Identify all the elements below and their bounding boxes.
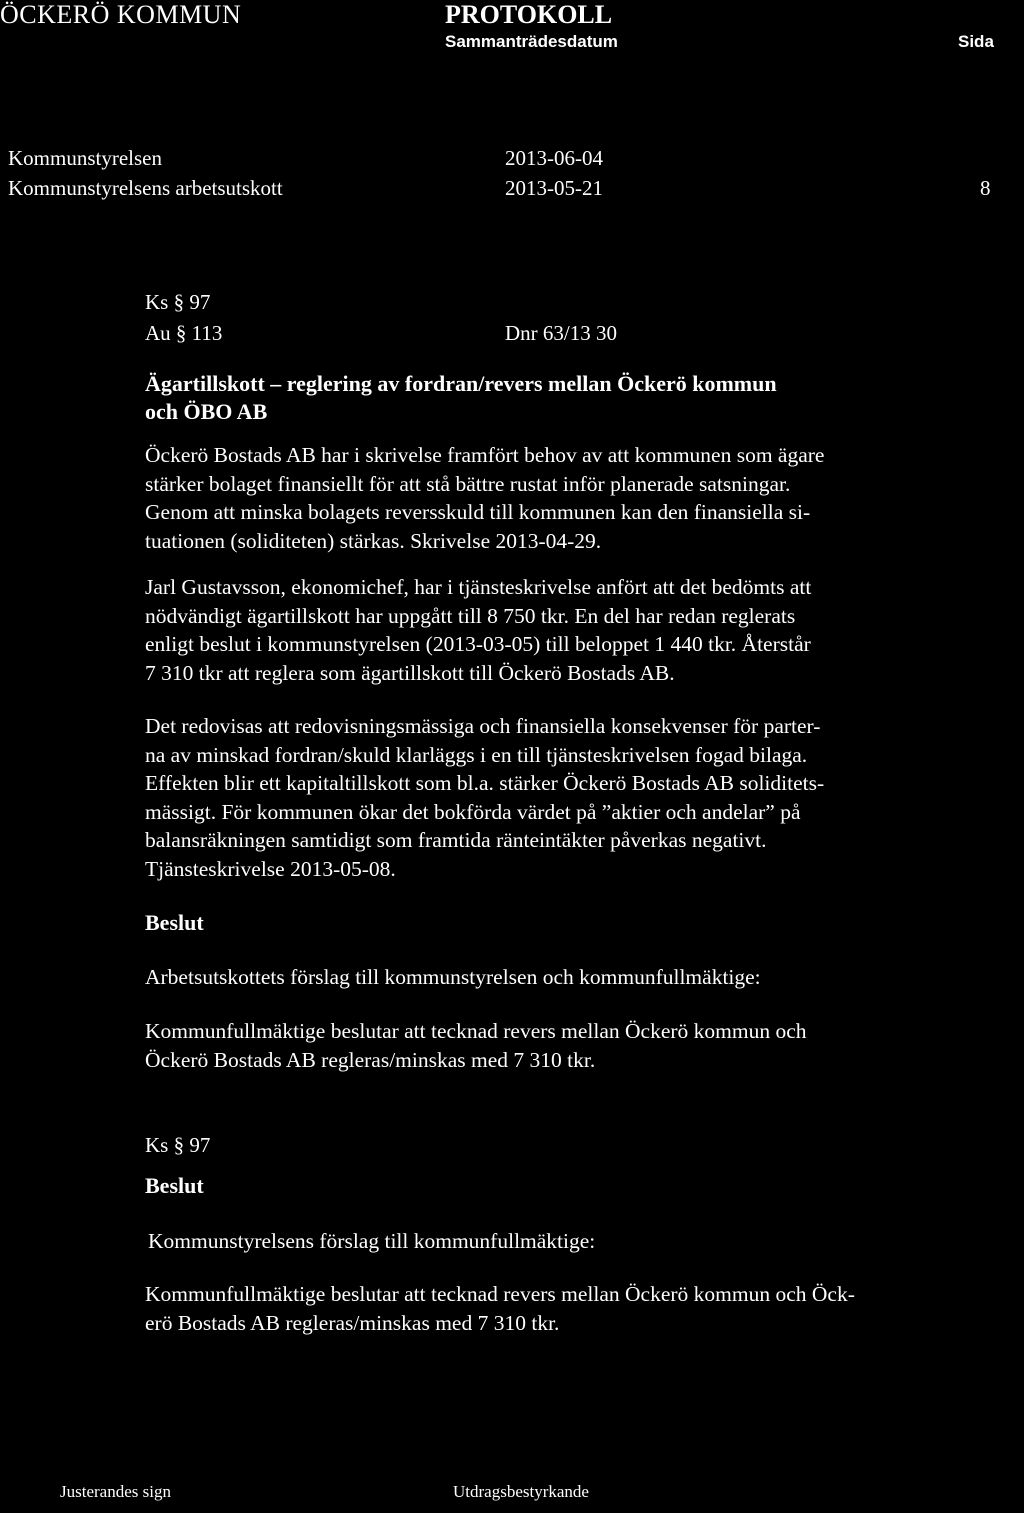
decision-line: Öckerö Bostads AB regleras/minskas med 7 310 tkr. (145, 1047, 596, 1072)
paragraph-line: Effekten blir ett kapitaltillskott som bl.a. stärker Öckerö Bostads AB soliditets- (145, 771, 825, 795)
decision-heading: Beslut (145, 1173, 204, 1198)
signature-label: Justerandes sign (60, 1482, 171, 1501)
decision-text (145, 1280, 985, 1337)
meeting-date: 2013-05-21 (505, 176, 603, 200)
decision-heading: Beslut (145, 910, 204, 935)
paragraph-line: na av minskad fordran/skuld klarläggs i en till tjänsteskrivelsen fogad bilaga. (145, 742, 808, 767)
paragraph-line: tuationen (soliditeten) stärkas. Skrivelse 2013-04-29. (145, 528, 602, 553)
paragraph-line: enligt beslut i kommunstyrelsen (2013-03-05) till beloppet 1 440 tkr. Återstår (145, 632, 811, 656)
organization-name: ÖCKERÖ KOMMUN (0, 0, 242, 29)
decision-line: erö Bostads AB regleras/minskas med 7 310 tkr. (145, 1310, 560, 1335)
paragraph-line: Det redovisas att redovisningsmässiga och finansiella konsekvenser för parter- (145, 714, 821, 738)
paragraph-line: nödvändigt ägartillskott har uppgått till 8 750 tkr. En del har redan reglerats (145, 603, 796, 628)
decision-text (145, 1017, 985, 1074)
decision-line: Kommunfullmäktige beslutar att tecknad revers mellan Öckerö kommun och Öck- (145, 1282, 855, 1306)
paragraph (145, 573, 985, 687)
paragraph-line: 7 310 tkr att reglera som ägartillskott till Öckerö Bostads AB. (145, 660, 675, 685)
paragraph-line: balansräkningen samtidigt som framtida ränteintäkter påverkas negativt. (145, 828, 767, 852)
paragraph (145, 441, 985, 555)
dnr-reference: Dnr 63/13 30 (505, 321, 617, 345)
document-title (145, 370, 985, 426)
title-line: Ägartillskott – reglering av fordran/revers mellan Öckerö kommun (145, 371, 777, 396)
meeting-body: Kommunstyrelsens arbetsutskott (8, 176, 283, 200)
decision-intro: Kommunstyrelsens förslag till kommunfullmäktige: (148, 1229, 596, 1253)
page-label: Sida (958, 32, 994, 51)
meeting-date: 2013-06-04 (505, 146, 603, 170)
document-type: PROTOKOLL (445, 0, 613, 29)
paragraph-line: stärker bolaget finansiellt för att stå bättre rustat inför planerade satsningar. (145, 471, 791, 496)
meeting-body: Kommunstyrelsen (8, 146, 162, 170)
au-reference: Au § 113 (145, 321, 223, 345)
paragraph-line: Tjänsteskrivelse 2013-05-08. (145, 856, 396, 881)
paragraph (145, 712, 985, 883)
paragraph-line: mässigt. För kommunen ökar det bokförda värdet på ”aktier och andelar” på (145, 799, 801, 824)
title-line: och ÖBO AB (145, 399, 268, 424)
certification-label: Utdragsbestyrkande (453, 1482, 589, 1501)
ks-reference: Ks § 97 (145, 1133, 211, 1157)
paragraph-line: Öckerö Bostads AB har i skrivelse framfört behov av att kommunen som ägare (145, 443, 825, 467)
page-number: 8 (980, 176, 991, 200)
ks-reference: Ks § 97 (145, 290, 211, 314)
meeting-date-label: Sammanträdesdatum (445, 32, 618, 51)
paragraph-line: Jarl Gustavsson, ekonomichef, har i tjänsteskrivelse anfört att det bedömts att (145, 575, 812, 599)
paragraph-line: Genom att minska bolagets reversskuld till kommunen kan den finansiella si- (145, 500, 811, 524)
decision-intro: Arbetsutskottets förslag till kommunstyrelsen och kommunfullmäktige: (145, 965, 761, 989)
decision-line: Kommunfullmäktige beslutar att tecknad revers mellan Öckerö kommun och (145, 1019, 807, 1043)
